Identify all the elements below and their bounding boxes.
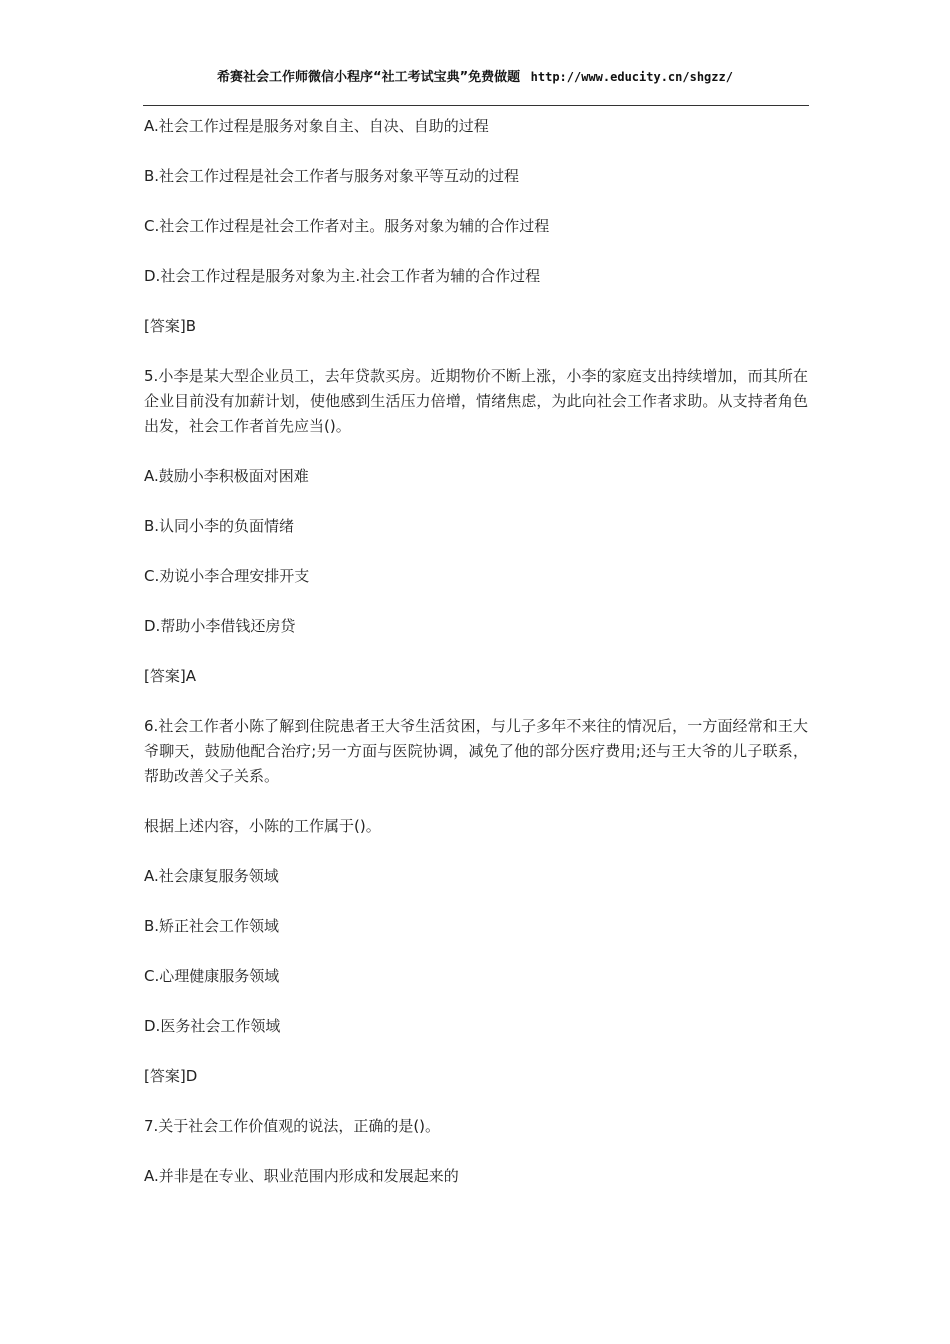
document-body — [144, 114, 808, 1214]
header-url[interactable]: http://www.educity.cn/shgzz/ — [530, 70, 733, 84]
option-d-q5: D.帮助小李借钱还房贷 — [144, 617, 296, 635]
question-6-prompt: 根据上述内容，小陈的工作属于()。 — [144, 817, 381, 835]
option-c-q5: C.劝说小李合理安排开支 — [144, 567, 310, 585]
answer-q4: [答案]B — [144, 317, 196, 335]
option-b-q5: B.认同小李的负面情绪 — [144, 517, 295, 535]
option-a-q6: A.社会康复服务领域 — [144, 867, 279, 885]
header-title: 希赛社会工作师微信小程序“社工考试宝典”免费做题 — [217, 70, 521, 85]
option-c-q4: C.社会工作过程是社会工作者对主。服务对象为辅的合作过程 — [144, 217, 550, 235]
page-header — [0, 67, 950, 88]
option-a-q5: A.鼓励小李积极面对困难 — [144, 467, 309, 485]
question-5: 5.小李是某大型企业员工，去年贷款买房。近期物价不断上涨，小李的家庭支出持续增加，而其所在企业目前没有加薪计划，使他感到生活压力倍增，情绪焦虑，为此向社会工作者求助。从支持者角色出发，社会工作者首先应当()。 — [144, 367, 808, 435]
option-d-q4: D.社会工作过程是服务对象为主.社会工作者为辅的合作过程 — [144, 267, 541, 285]
answer-q5: [答案]A — [144, 667, 196, 685]
option-d-q6: D.医务社会工作领域 — [144, 1017, 281, 1035]
question-7: 7.关于社会工作价值观的说法，正确的是()。 — [144, 1117, 441, 1135]
option-a-q7: A.并非是在专业、职业范围内形成和发展起来的 — [144, 1167, 459, 1185]
answer-q6: [答案]D — [144, 1067, 198, 1085]
option-b-q4: B.社会工作过程是社会工作者与服务对象平等互动的过程 — [144, 167, 520, 185]
option-b-q6: B.矫正社会工作领域 — [144, 917, 280, 935]
option-c-q6: C.心理健康服务领域 — [144, 967, 280, 985]
question-6: 6.社会工作者小陈了解到住院患者王大爷生活贫困，与儿子多年不来往的情况后，一方面经常和王大爷聊天，鼓励他配合治疗;另一方面与医院协调，减免了他的部分医疗费用;还与王大爷的儿子联系，帮助改善父子关系。 — [144, 717, 808, 785]
header-divider — [143, 105, 809, 106]
option-a-q4: A.社会工作过程是服务对象自主、自决、自助的过程 — [144, 117, 489, 135]
